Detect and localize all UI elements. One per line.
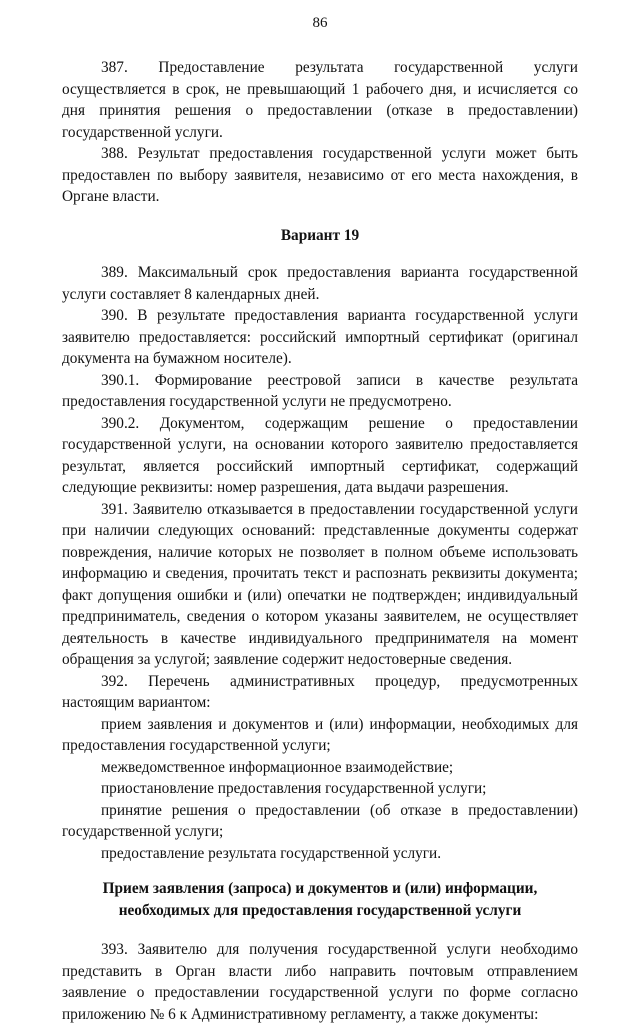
section-heading-line-2: необходимых для предоставления государственной услуги: [118, 901, 522, 919]
procedure-list-item: приостановление предоставления государственной услуги;: [101, 780, 487, 797]
procedure-list-item: принятие решения о предоставлении (об отказе в предоставлении) государственной услуги;: [62, 801, 578, 840]
paragraph-388: 388. Результат предоставления государственной услуги может быть предоставлен по выбору заявителя, независимо от его места нахождения, в Органе власти.: [62, 145, 578, 205]
variant-heading: Вариант 19: [280, 226, 360, 244]
section-heading: [62, 878, 578, 921]
paragraph-392: 392. Перечень административных процедур, предусмотренных настоящим вариантом:: [62, 672, 578, 711]
document-body: [62, 57, 578, 1025]
section-heading-line-1: Прием заявления (запроса) и документов и (или) информации,: [102, 880, 538, 897]
paragraph-393: 393. Заявителю для получения государственной услуги необходимо представить в Орган власти либо направить почтовым отправлением заявление о предоставлении государственной услуги по форме согласно приложению № 6 к Административному регламенту, а также документы:: [62, 941, 578, 1023]
paragraph-390-1: 390.1. Формирование реестровой записи в качестве результата предоставления государственной услуги не предусмотрено.: [62, 371, 578, 410]
procedure-list-item: межведомственное информационное взаимодействие;: [101, 758, 454, 776]
page-number: 86: [312, 15, 328, 31]
paragraph-390-2: 390.2. Документом, содержащим решение о предоставлении государственной услуги, на основании которого заявителю предоставляется результат, является российский импортный сертификат, содержащий следующие реквизиты: номер разрешения, дата выдачи разрешения.: [62, 414, 578, 496]
paragraph-390: 390. В результате предоставления варианта государственной услуги заявителю предоставляется: российский импортный сертификат (оригинал документа на бумажном носителе).: [62, 307, 578, 367]
paragraph-389: 389. Максимальный срок предоставления варианта государственной услуги составляет 8 календарных дней.: [62, 264, 578, 303]
paragraph-387: 387. Предоставление результата государственной услуги осуществляется в срок, не превышающий 1 рабочего дня, и исчисляется со дня принятия решения о предоставлении (отказе в предоставлении) государственной услуги.: [62, 59, 578, 141]
procedure-list-item: прием заявления и документов и (или) информации, необходимых для предоставления государственной услуги;: [62, 715, 578, 754]
procedure-list-item: предоставление результата государственной услуги.: [101, 844, 442, 862]
paragraph-391: 391. Заявителю отказывается в предоставлении государственной услуги при наличии следующих оснований: представленные документы содержат повреждения, наличие которых не позволяет в полном объеме использовать информацию и сведения, прочитать текст и распознать реквизиты документа; факт допущения ошибки и (или) опечатки не подтвержден; индивидуальный предприниматель, сведения о котором указаны заявителем, не осуществляет деятельность в качестве индивидуального предпринимателя на момент обращения за услугой; заявление содержит недостоверные сведения.: [62, 500, 578, 668]
